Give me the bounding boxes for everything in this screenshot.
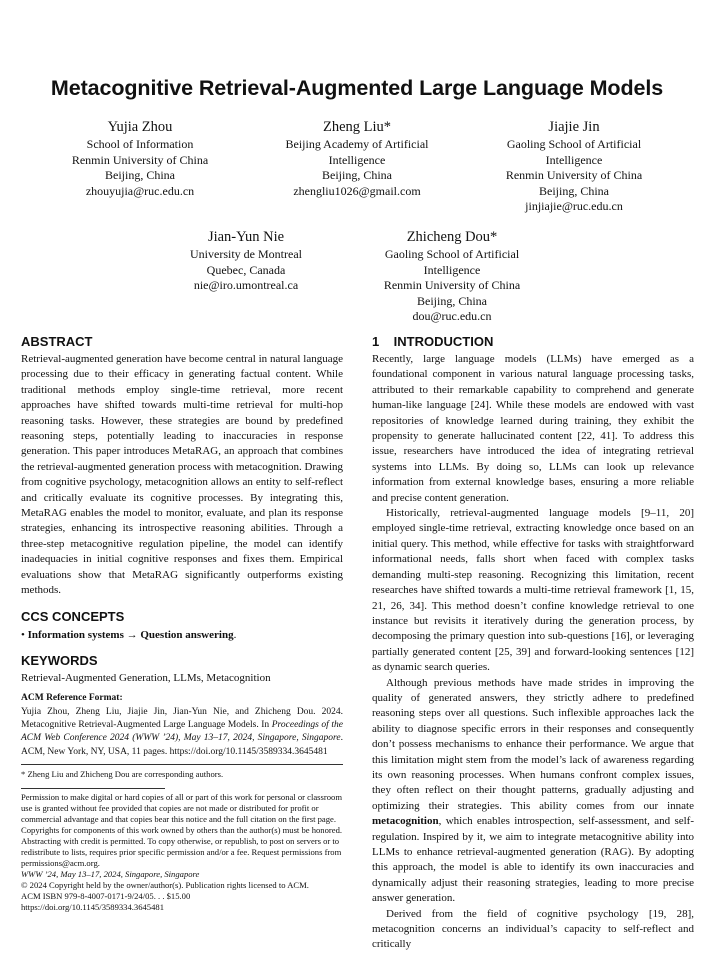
keywords-text: Retrieval-Augmented Generation, LLMs, Metacognition xyxy=(21,671,271,684)
copyright-line: © 2024 Copyright held by the owner/author(s). Publication rights licensed to ACM. xyxy=(21,879,309,890)
ccs-heading: CCS CONCEPTS xyxy=(21,608,125,624)
author-email: jinjiajie@ruc.edu.cn xyxy=(525,199,623,214)
ccs-item-qa: Question answering xyxy=(140,628,234,641)
intro-paragraph: Historically, retrieval-augmented language models [9–11, 20] employed single-time retrieval, extracting knowledge once based on an initial query. This method, while effective for tasks with straightforward informational needs, falls short when faced with complex tasks demanding multi-step reasoning. Recognizing this limitation, recent researches have shifted towards a multi-time retrieval framework [1, 15, 21, 26, 34]. This method doesn’t confine knowledge retrieval to one instance but revisits it iteratively during the generation process, by decomposing the primary question into sub-questions [16], or leveraging partially generated content [25, 39] and forward-looking sentences [12] as dynamic search queries. xyxy=(372,507,694,674)
author-name: Yujia Zhou xyxy=(107,119,173,135)
abstract-text: Retrieval-augmented generation have become central in natural language processing due to their efficacy in generating factual content. While traditional methods employ single-time retrieval, more recent approaches have shifted towards multi-time retrieval for multi-hop reasoning tasks. However, these strategies are bound by predefined reasoning steps, potentially leading to inaccuracies in response generation. This paper introduces MetaRAG, an approach that combines the retrieval-augmented generation process with metacognition. Drawing from cognitive psychology, metacognition allows an entity to self-reflect and critically evaluate its cognitive processes. By integrating this, MetaRAG enables the model to monitor, evaluate, and plan its response strategies, enhancing its introspective reasoning abilities. Through a three-step metacognitive regulation pipeline, the model can identify inadequacies in initial cognitive responses and fixes them. Empirical evaluations show that MetaRAG significantly outperforms existing methods. xyxy=(21,353,343,597)
footnote-divider xyxy=(21,764,343,765)
author-affiliation: Intelligence xyxy=(545,152,603,167)
author-affiliation: Renmin University of China xyxy=(383,278,521,293)
bullet-icon: • xyxy=(21,628,25,641)
author-affiliation: Gaoling School of Artificial xyxy=(384,247,520,261)
author-affiliation: Intelligence xyxy=(328,152,386,167)
author-block xyxy=(257,119,457,199)
author-name: Jian-Yun Nie xyxy=(207,229,285,245)
author-name: Zhicheng Dou* xyxy=(406,229,498,245)
left-column xyxy=(21,334,343,913)
author-block xyxy=(146,229,346,294)
author-name: Jiajie Jin xyxy=(548,119,600,135)
author-email: dou@ruc.edu.cn xyxy=(412,309,492,324)
author-affiliation: Renmin University of China xyxy=(71,152,209,167)
permission-block xyxy=(21,792,343,913)
author-location: Beijing, China xyxy=(105,168,175,183)
author-affiliation: University de Montreal xyxy=(190,247,302,261)
acm-reference xyxy=(21,692,343,758)
ccs-period: . xyxy=(233,628,237,641)
metacognition-term: metacognition xyxy=(372,815,439,828)
permission-notice: Permission to make digital or hard copies of all or part of this work for personal or classroom use is granted without fee provided that copies are not made or distributed for profit or commercial advantage and that copies bear this notice and the full citation on the first page. Copyrights for components of this work owned by others than the author(s) must be honored. Abstracting with credit is permitted. To copy otherwise, or republish, to post on servers or to redistribute to lists, requires prior specific permission and/or a fee. Request permissions from permissions@acm.org. xyxy=(21,791,343,868)
author-location: Beijing, China xyxy=(417,293,487,308)
isbn-line: ACM ISBN 979-8-4007-0171-9/24/05. . . $15.00 xyxy=(21,890,191,901)
doi-link[interactable]: https://doi.org/10.1145/3589334.3645481 xyxy=(21,901,164,912)
author-affiliation: Beijing Academy of Artificial xyxy=(285,137,429,151)
author-block xyxy=(40,119,240,199)
author-block xyxy=(474,119,674,215)
author-location: Beijing, China xyxy=(539,183,609,198)
keywords-heading: KEYWORDS xyxy=(21,652,98,668)
author-email: nie@iro.umontreal.ca xyxy=(193,278,299,293)
author-affiliation: Gaoling School of Artificial xyxy=(506,137,642,151)
author-affiliation: Intelligence xyxy=(423,262,481,277)
author-affiliation: School of Information xyxy=(86,137,194,151)
intro-paragraph: Although previous methods have made strides in improving the quality of generated answers, they strictly adhere to predefined reasoning steps over all questions. Such inflexible approaches lack the ability to diagnose specific errors in their responses and consequently don’t possess mechanisms to enhance their performance. We argue that this limitation might stem from the model’s lack of awareness regarding its own reasoning processes. When humans confront complex issues, they often reflect on their thought patterns, gradually adjusting and optimizing their strategies. This ability comes from our innate metacognition, which enables introspection, self-assessment, and self-regulation. Inspired by it, we aim to integrate metacognitive ability into LLMs to enhance retrieval-augmented generation (RAG). By adopting this approach, the model is able to identify its own inaccuracies and dynamically adjust their reasoning strategies, leading to more precise answer generation. xyxy=(372,676,694,905)
ccs-item-systems: Information systems xyxy=(27,628,124,641)
author-name: Zheng Liu* xyxy=(322,119,392,135)
reference-text: Yujia Zhou, Zheng Liu, Jiajie Jin, Jian-Yun Nie, and Zhicheng Dou. 2024. Metacognitive Retrieval-Augmented Large Language Models. In Proceedings of the ACM Web Conference 2024 (WWW ’24), May 13–17, 2024, Singapore, Singapore. ACM, New York, NY, USA, 11 pages. https://doi.org/10.1145/3589334.3645481 xyxy=(21,706,343,757)
intro-paragraph: Recently, large language models (LLMs) have emerged as a foundational component in various natural language processing tasks, attributed to their remarkable capability to comprehend and generate human-like language [24]. While these models are endowed with vast repositories of knowledge learned during training, they exhibit the propensity to generate hallucinated content [22, 41]. To address this issue, researchers have introduced the idea of integrating retrieval systems into LLMs. By doing so, LLMs can look up relevance information from external knowledge bases, ensuring a more reliable and precise content generation. xyxy=(372,353,694,504)
intro-paragraph: Derived from the field of cognitive psychology [19, 28], metacognition concerns an individual’s capacity to self-reflect and critically xyxy=(372,907,694,951)
arrow-icon: → xyxy=(126,628,138,641)
author-block xyxy=(352,229,552,325)
permission-divider xyxy=(21,788,165,789)
footnote: * Zheng Liu and Zhicheng Dou are corresponding authors. xyxy=(21,768,224,779)
right-column xyxy=(372,334,694,953)
reference-venue: Proceedings of the ACM Web Conference 2024 (WWW ’24), May 13–17, 2024, Singapore, Singapore xyxy=(21,719,343,744)
abstract-heading: ABSTRACT xyxy=(21,334,93,349)
paper-title: Metacognitive Retrieval-Augmented Large Language Models xyxy=(50,76,664,100)
conference-line: WWW ’24, May 13–17, 2024, Singapore, Singapore xyxy=(21,868,200,879)
ccs-concepts xyxy=(21,628,343,643)
author-location: Beijing, China xyxy=(322,168,392,183)
introduction-heading: 1 INTRODUCTION xyxy=(372,334,494,349)
author-affiliation: Renmin University of China xyxy=(505,168,643,183)
author-email: zhouyujia@ruc.edu.cn xyxy=(85,183,195,198)
author-email: zhengliu1026@gmail.com xyxy=(293,183,421,198)
author-location: Quebec, Canada xyxy=(206,262,286,277)
reference-heading: ACM Reference Format: xyxy=(21,693,123,704)
